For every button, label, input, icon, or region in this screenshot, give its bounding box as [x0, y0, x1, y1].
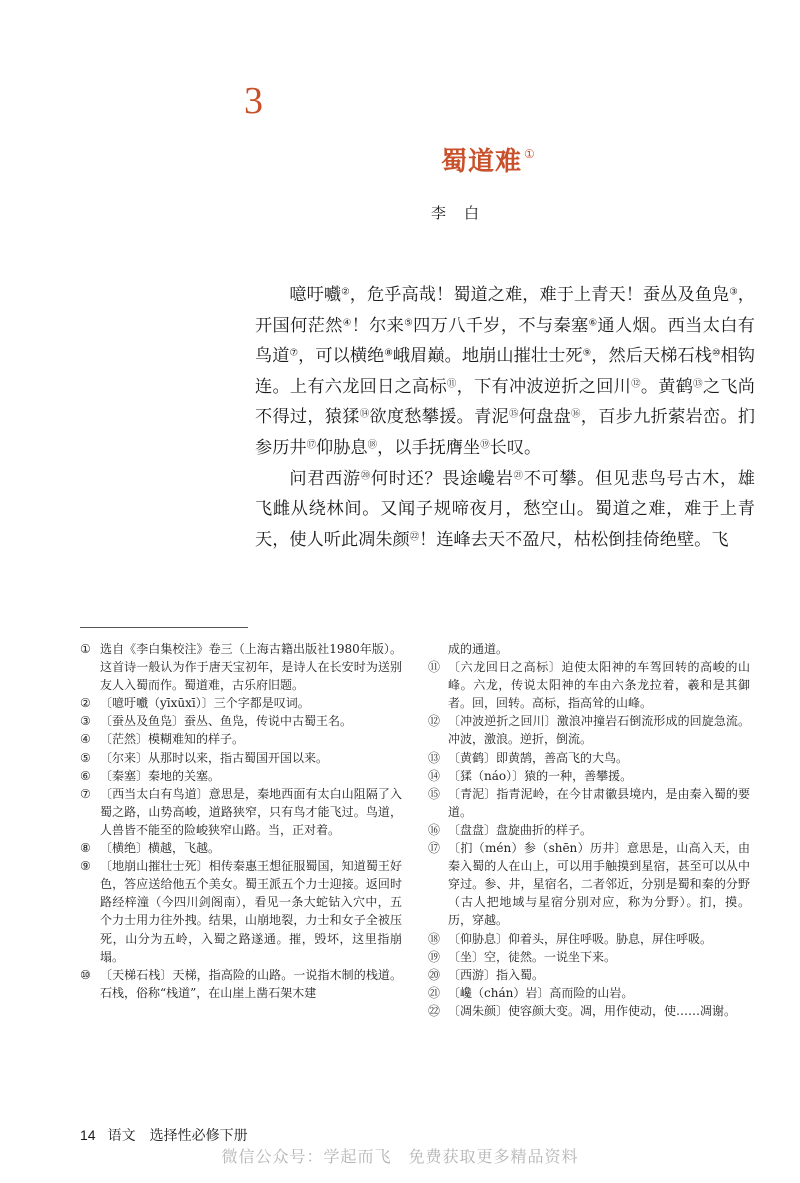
poem-text: 。黄鹤 — [640, 376, 694, 397]
footnote-ref[interactable]: ⑳ — [360, 469, 371, 481]
footnote-number: ⑱ — [428, 931, 441, 946]
footnote-ref[interactable]: ④ — [342, 316, 352, 328]
title-text: 蜀道难 — [441, 147, 523, 177]
page-footer — [80, 1128, 248, 1143]
footnote-number: ㉑ — [428, 985, 441, 1000]
footnotes-left-column — [80, 640, 402, 1002]
footnote-number: ⑨ — [80, 859, 91, 874]
footnote-text: 〔凋朱颜〕使容颜大变。凋，用作使动，使……凋谢。 — [448, 1003, 737, 1018]
poem-text: 相钩连。上有六龙回日之高标 — [255, 346, 755, 397]
poem-text: ，可以横绝 — [298, 346, 385, 367]
footnote-number: ② — [80, 696, 91, 711]
footnote-number: ⑥ — [80, 768, 91, 783]
watermark: 微信公众号：学起而飞 免费获取更多精品资料 — [221, 1147, 579, 1166]
poem-text: 不可攀。但见悲鸟号古木，雄飞雌从绕林间。又闻子规啼夜月，愁空山。蜀道之难，难于上青天，使人听此凋朱颜 — [255, 468, 755, 550]
poem-text: ，百步九折萦岩峦。扪参历井 — [255, 407, 755, 458]
footnote-ref[interactable]: ㉑ — [513, 469, 524, 481]
footnote-item — [80, 857, 402, 966]
footnote-item — [428, 966, 750, 984]
footnote-text: 〔西游〕指入蜀。 — [448, 967, 545, 982]
footnote-text: 〔蚕丛及鱼凫〕蚕丛、鱼凫，传说中古蜀王名。 — [100, 714, 353, 729]
footnote-ref[interactable]: ⑨ — [582, 347, 592, 359]
poem-text: 仰胁息 — [316, 437, 368, 458]
footnote-number: ⑬ — [428, 750, 441, 765]
title-footnote-ref[interactable]: ① — [524, 147, 536, 161]
footnote-text: 〔地崩山摧壮士死〕相传秦惠王想征服蜀国，知道蜀王好色，答应送给他五个美女。蜀王派五个力士迎接。返回时路经梓潼（今四川剑阁南），看见一条大蛇钻入穴中，五个力士用力往外拽。结果，山崩地裂，力士和女子全被压死，山分为五岭，入蜀之路遂通。摧，毁坏，这里指崩塌。 — [100, 859, 402, 964]
footnote-text: 〔冲波逆折之回川〕激浪冲撞岩石倒流形成的回旋急流。冲波，激浪。逆折，倒流。 — [448, 714, 750, 747]
poem-text: 之飞尚不得过，猿猱 — [255, 376, 755, 428]
footnote-item — [428, 948, 750, 966]
lesson-number: 3 — [244, 80, 263, 122]
footnote-item — [428, 767, 750, 785]
footnote-number: ⑧ — [80, 841, 91, 856]
footnote-item — [428, 930, 750, 948]
poem-text: ，然后天梯石栈 — [591, 346, 712, 367]
footnote-number: ⑫ — [428, 714, 441, 729]
footnote-item — [428, 984, 750, 1002]
footnote-continuation: 成的通道。 — [448, 642, 509, 656]
poem-text: 欲度愁攀援。青泥 — [369, 407, 509, 428]
footnote-number: ④ — [80, 732, 91, 747]
footnote-ref[interactable]: ⑤ — [404, 316, 414, 328]
footnote-item — [80, 694, 402, 712]
poem-text: 长叹。 — [489, 437, 542, 458]
footnote-text: 〔横绝〕横越，飞越。 — [100, 841, 221, 856]
poem-text: 四万八千岁，不与秦塞 — [413, 315, 589, 336]
footnote-number: ⑭ — [428, 768, 441, 783]
poem-text: 何盘盘 — [518, 407, 572, 428]
footnote-number: ⑳ — [428, 967, 441, 982]
footnote-text: 〔噫吁嚱（yīxūxī）〕三个字都是叹词。 — [100, 696, 310, 711]
footnote-item — [80, 839, 402, 857]
poem-text: 通人烟。西当太白有鸟道 — [255, 315, 755, 367]
footnote-item — [80, 749, 402, 767]
footnote-item — [428, 749, 750, 767]
page-number: 14 — [80, 1127, 96, 1143]
footnote-text: 〔六龙回日之高标〕迫使太阳神的车驾回转的高峻的山峰。六龙，传说太阳神的车由六条龙拉着，羲和是其御者。回，回转。高标，指高耸的山峰。 — [448, 660, 750, 711]
footnote-ref[interactable]: ⑩ — [711, 347, 721, 359]
footnote-ref[interactable]: ⑧ — [384, 347, 393, 359]
footnote-text: 〔天梯石栈〕天梯，指高险的山路。一说指木制的栈道。石栈，俗称“栈道”，在山崖上凿石架木建 — [100, 967, 402, 1000]
footnote-ref[interactable]: ⑫ — [631, 378, 641, 390]
footnote-number: ⑩ — [80, 967, 91, 982]
footnotes-right-column — [428, 640, 750, 1020]
footnote-text: 〔仰胁息〕仰着头，屏住呼吸。胁息，屏住呼吸。 — [448, 931, 713, 946]
footnote-ref[interactable]: ⑮ — [508, 408, 519, 420]
poem-text: ！连峰去天不盈尺，枯松倒挂倚绝壁。飞 — [419, 529, 729, 550]
footnote-ref[interactable]: ㉒ — [409, 531, 420, 543]
footnote-ref[interactable]: ⑬ — [693, 378, 703, 390]
footnote-item — [428, 821, 750, 839]
poem-text: ，以手抚膺坐 — [377, 437, 481, 458]
footnote-item — [428, 712, 750, 748]
footnote-number: ⑪ — [428, 660, 441, 675]
footnote-item — [80, 966, 402, 1002]
poem-text: 峨眉巅。地崩山摧壮士死 — [392, 346, 583, 367]
poem-text: ，开国何茫然 — [255, 285, 755, 336]
footnote-ref[interactable]: ⑥ — [588, 316, 598, 328]
footnote-ref[interactable]: ⑯ — [571, 408, 581, 420]
footnote-number: ⑤ — [80, 750, 91, 765]
footnote-number: ⑰ — [428, 841, 441, 856]
footnote-text: 〔扪（mén）参（shēn）历井〕意思是，山高入天，由秦入蜀的人在山上，可以用手触摸到星宿，甚至可以从中穿过。参、井，星宿名，二者邻近，分别是蜀和秦的分野（古人把地域与星宿分别对应，称为分野）。扪，摸。历，穿越。 — [448, 841, 750, 928]
poem-text: ！尔来 — [351, 315, 405, 336]
footnote-number: ⑮ — [428, 786, 441, 801]
footnote-ref[interactable]: ⑪ — [446, 378, 457, 390]
footnote-text: 〔西当太白有鸟道〕意思是，秦地西面有太白山阻隔了入蜀之路，山势高峻，道路狭窄，只有鸟才能飞过。鸟道，人兽皆不能至的险峻狭窄山路。当，正对着。 — [100, 786, 402, 837]
footnote-number: ⑦ — [80, 786, 91, 801]
footnote-text: 〔青泥〕指青泥岭，在今甘肃徽县境内，是由秦入蜀的要道。 — [448, 786, 750, 819]
footnote-item — [80, 712, 402, 730]
poem-text: 问君西游 — [289, 468, 361, 489]
poem-text: ，危乎高哉！蜀道之难，难于上青天！蚕丛及鱼凫 — [349, 285, 730, 305]
footnote-text: 〔盘盘〕盘旋曲折的样子。 — [448, 822, 593, 837]
footnote-ref[interactable]: ⑲ — [480, 439, 490, 451]
footnote-divider — [80, 627, 248, 628]
footnote-ref[interactable]: ⑭ — [359, 408, 370, 420]
book-title: 语文 选择性必修下册 — [107, 1128, 248, 1144]
footnote-text: 〔巉（chán）岩〕高而险的山岩。 — [448, 985, 634, 1000]
footnote-ref[interactable]: ⑱ — [367, 439, 378, 451]
poem-paragraph-2 — [255, 464, 755, 556]
footnote-text: 选自《李白集校注》卷三（上海古籍出版社1980年版）。这首诗一般认为作于唐天宝初年，是诗人在长安时为送别友人入蜀而作。蜀道难，古乐府旧题。 — [100, 642, 402, 693]
footnote-item — [428, 785, 750, 821]
author-name: 李白 — [431, 204, 498, 222]
footnote-ref[interactable]: ⑰ — [306, 439, 317, 451]
poem-body — [255, 280, 755, 555]
footnote-number: ㉒ — [428, 1003, 441, 1018]
footnote-item — [80, 767, 402, 785]
poem-text: 噫吁嚱 — [289, 285, 342, 305]
page-title — [441, 148, 536, 175]
poem-text: 何时还？畏途巉岩 — [370, 468, 514, 489]
footnote-item — [428, 1002, 750, 1020]
footnote-item — [80, 785, 402, 839]
footnote-ref[interactable]: ⑦ — [289, 347, 299, 359]
footnote-item — [428, 839, 750, 929]
footnote-ref[interactable]: ② — [341, 286, 350, 298]
footnote-text: 〔黄鹤〕即黄鹄，善高飞的大鸟。 — [448, 750, 629, 765]
poem-paragraph-1 — [255, 280, 755, 464]
footnote-item — [428, 658, 750, 712]
footnote-text: 〔茫然〕模糊难知的样子。 — [100, 732, 245, 747]
footnote-number: ⑲ — [428, 949, 441, 964]
footnote-text: 〔秦塞〕秦地的关塞。 — [100, 768, 221, 783]
footnote-text: 〔尔来〕从那时以来，指古蜀国开国以来。 — [100, 750, 329, 765]
footnote-ref[interactable]: ③ — [729, 286, 738, 298]
footnote-number: ① — [80, 642, 91, 656]
footnote-item — [80, 730, 402, 748]
footnote-text: 〔坐〕空，徒然。一说坐下来。 — [448, 949, 617, 964]
footnote-number: ③ — [80, 714, 91, 729]
footnote-text: 〔猱（náo）〕猿的一种，善攀援。 — [448, 768, 633, 783]
poem-text: ，下有冲波逆折之回川 — [456, 376, 632, 397]
footnote-item — [80, 640, 402, 694]
footnote-number: ⑯ — [428, 822, 441, 837]
